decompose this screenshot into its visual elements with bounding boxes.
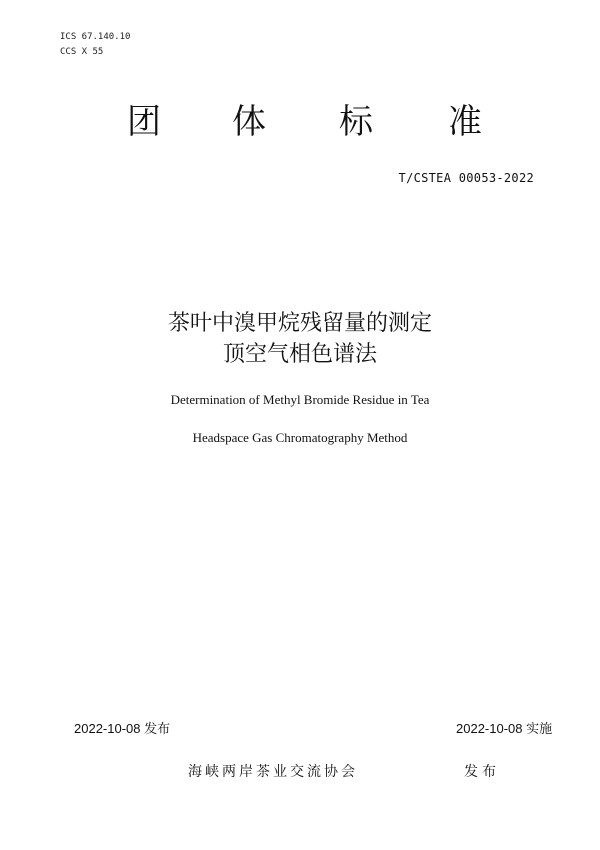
standard-number: T/CSTEA 00053-2022 [398, 171, 534, 185]
implement-date: 2022-10-08 实施 [456, 721, 553, 736]
ccs-code: CCS X 55 [60, 47, 104, 57]
issue-date: 2022-10-08 发布 [74, 721, 171, 736]
standard-type-char: 团 [127, 102, 161, 142]
ics-code: ICS 67.140.10 [60, 32, 131, 42]
standard-type-char: 准 [448, 102, 482, 142]
standard-type-char: 标 [339, 102, 373, 142]
publish-label: 发布 [464, 764, 500, 780]
issuing-organization: 海峡两岸茶业交流协会 [188, 764, 358, 780]
title-en-line1: Determination of Methyl Bromide Residue in Tea [170, 392, 430, 407]
standard-type-char: 体 [232, 102, 266, 142]
title-cn-line1: 茶叶中溴甲烷残留量的测定 [167, 311, 432, 336]
standard-type-heading [0, 102, 600, 142]
title-en-line2: Headspace Gas Chromatography Method [192, 430, 408, 445]
classification-codes [60, 30, 130, 60]
title-cn-line2: 顶空气相色谱法 [222, 342, 377, 367]
